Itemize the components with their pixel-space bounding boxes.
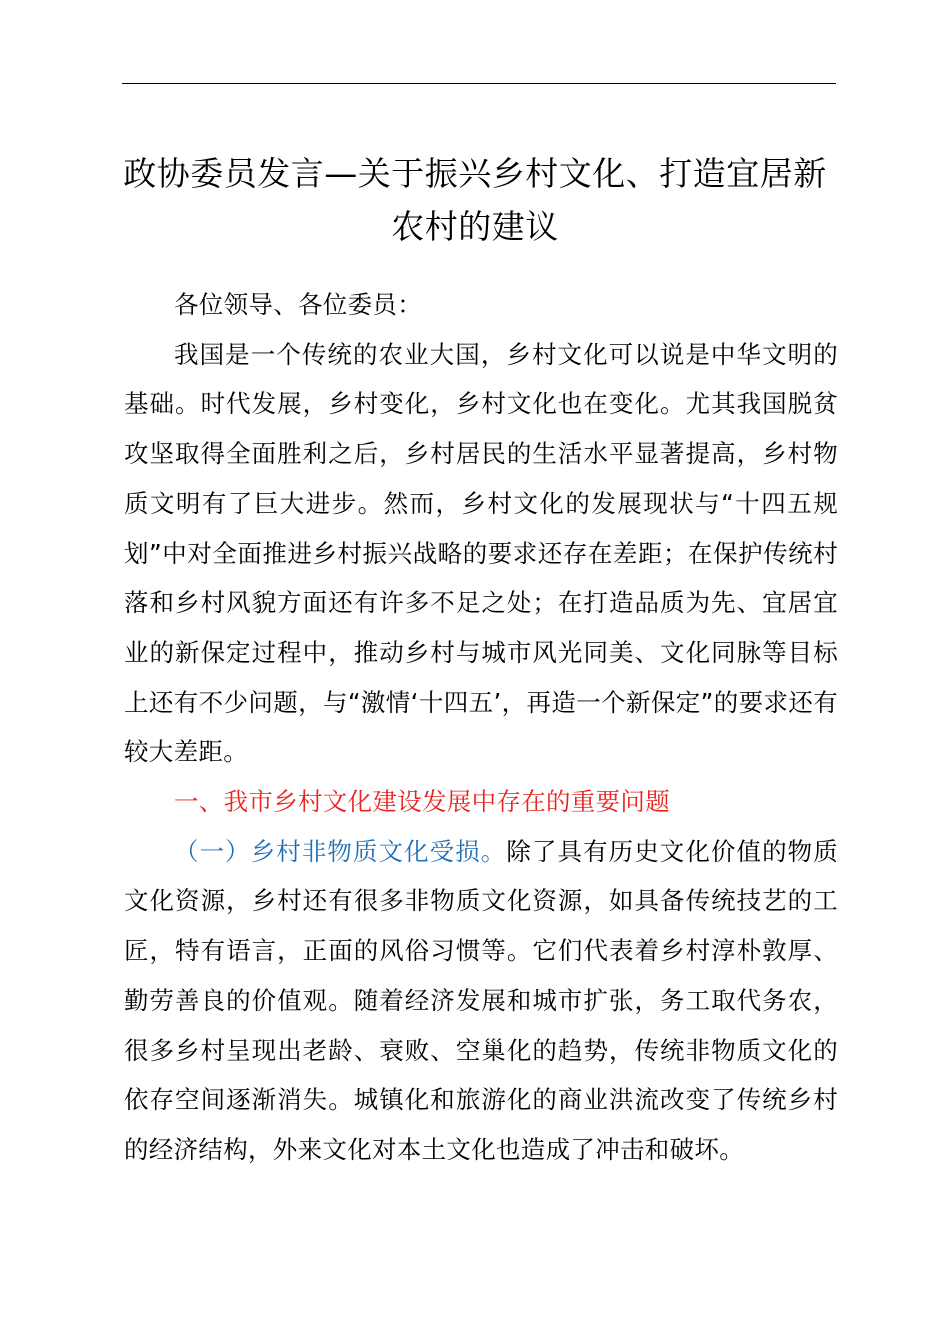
salutation: 各位领导、各位委员： <box>174 290 422 319</box>
subsection-paragraph <box>124 827 838 1175</box>
intro-paragraph: 我国是一个传统的农业大国，乡村文化可以说是中华文明的基础。时代发展，乡村变化，乡村文化也在变化。尤其我国脱贫攻坚取得全面胜利之后，乡村居民的生活水平显著提高，乡村物质文明有了巨大进步。然而，乡村文化的发展现状与“十四五规划”中对全面推进乡村振兴战略的要求还存在差距；在保护传统村落和乡村风貌方面还有许多不足之处；在打造品质为先、宜居宜业的新保定过程中，推动乡村与城市风光同美、文化同脉等目标上还有不少问题，与“激情‘十四五’，再造一个新保定”的要求还有较大差距。 <box>124 339 838 767</box>
document-body <box>124 280 838 1175</box>
section-heading: 一、我市乡村文化建设发展中存在的重要问题 <box>174 787 670 817</box>
header-rule <box>122 83 836 84</box>
subsection-body: 除了具有历史文化价值的物质文化资源，乡村还有很多非物质文化资源，如具备传统技艺的工匠，特有语言，正面的风俗习惯等。它们代表着乡村淳朴敦厚、勤劳善良的价值观。随着经济发展和城市扩张，务工取代务农，很多乡村呈现出老龄、衰败、空巢化的趋势，传统非物质文化的依存空间逐渐消失。城镇化和旅游化的商业洪流改变了传统乡村的经济结构，外来文化对本土文化也造成了冲击和破坏。 <box>124 836 838 1164</box>
document-title: 政协委员发言—关于振兴乡村文化、打造宜居新农村的建议 <box>123 154 827 246</box>
subsection-title: （一）乡村非物质文化受损。 <box>174 836 507 866</box>
